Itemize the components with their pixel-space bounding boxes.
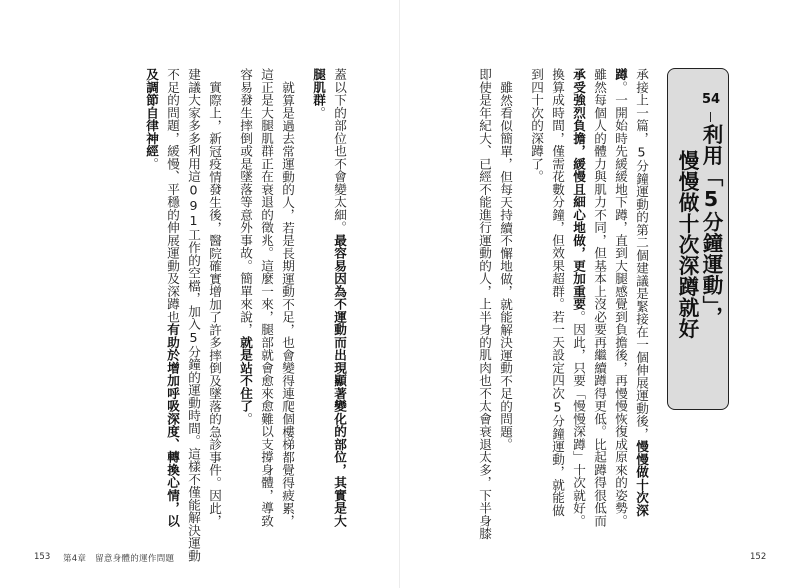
body-column (633, 68, 649, 517)
body-text: 。 (238, 412, 253, 425)
body-column (476, 68, 492, 540)
body-text: 這正是大腿肌群正在衰退的徵兆。這麼一來，腿部就會愈來愈難以支撐身體，導致 (259, 68, 274, 527)
body-column (258, 68, 274, 527)
body-column (331, 68, 347, 527)
running-head-chapter: 第4章 留意身體的運作問題 (63, 554, 175, 564)
body-column (206, 68, 222, 528)
emphasis-text: 及調節自律神經 (144, 68, 159, 158)
body-text: 。一開始時先緩緩地下蹲，直到大腿感覺到負擔後，再慢慢恢復成原來的姿勢。 (613, 80, 628, 527)
body-column (570, 68, 586, 527)
body-text: 。因此，只要「慢慢深蹲」十次就好。 (571, 310, 586, 527)
page-number-right: 152 (750, 552, 767, 562)
body-column (164, 68, 180, 527)
section-title-line-2: 慢慢做十次深蹲就好 (675, 150, 699, 339)
section-number-rule (710, 112, 711, 122)
body-column (591, 68, 607, 527)
body-text: 容易發生摔倒或是墜落等意外事故。簡單來說， (238, 68, 253, 336)
body-text: 實際上，新冠疫情發生後，醫院確實增加了許多摔倒及墜落的急診事件。因此， (207, 81, 222, 528)
emphasis-text: 承受強烈負擔，緩慢且細心地做，更加重要 (571, 68, 586, 311)
body-text: 到四十次的深蹲了。 (529, 68, 544, 183)
emphasis-text: 最容易因為不運動而出現顯著變化的部位，其實是大 (332, 233, 347, 527)
body-text: 。 (144, 157, 159, 170)
body-text: 雖然每個人的體力與肌力不同，但基本上沒必要再繼續蹲得更低。比起蹲得很低而 (592, 68, 607, 527)
emphasis-text: 腿肌群 (311, 68, 326, 107)
body-text: 就算是過去常運動的人，若是長期運動不足，也會變得連爬個樓梯都覺得疲累， (280, 81, 295, 528)
emphasis-text: 就是站不住了 (238, 335, 253, 413)
body-text: 換算成時間，僅需花數分鐘，但效果超群。若一天設定四次5分鐘運動，就能做 (550, 68, 565, 517)
body-column (185, 68, 201, 563)
body-column (497, 68, 513, 504)
body-column (143, 68, 159, 504)
body-column (612, 68, 628, 527)
section-title-line-1: 利用「5分鐘運動」， (699, 124, 723, 328)
body-text: 不足的問題，緩慢、平穩的伸展運動及深蹲也 (165, 68, 180, 323)
body-text: 承接上一篇，5分鐘運動的第二個建議是緊接在一個伸展運動後， (634, 68, 649, 441)
body-column (528, 68, 544, 504)
body-column (310, 68, 326, 504)
body-text: 即使是年紀大、已經不能進行運動的人，上半身的肌肉也不太會衰退太多，下半身膝 (477, 68, 492, 540)
section-number: 54 (701, 92, 721, 107)
emphasis-text: 蹲 (613, 68, 628, 81)
page-number-left: 153 (34, 552, 51, 562)
body-text: 雖然看似簡單，但每天持續不懈地做，就能解決運動不足的問題。 (498, 81, 513, 451)
body-column (279, 68, 295, 528)
body-text: 蓋以下的部位也不會變太細。 (332, 68, 347, 234)
body-column (237, 68, 253, 504)
body-column (549, 68, 565, 517)
emphasis-text: 有助於增加呼吸深度、轉換心情，以 (165, 323, 180, 527)
body-text: 建議大家多多利用這091工作的空檔，加入5分鐘的運動時間。這樣不僅能解決運動 (186, 68, 201, 563)
emphasis-text: 慢慢做十次深 (634, 440, 649, 517)
body-text: 。 (311, 106, 326, 119)
